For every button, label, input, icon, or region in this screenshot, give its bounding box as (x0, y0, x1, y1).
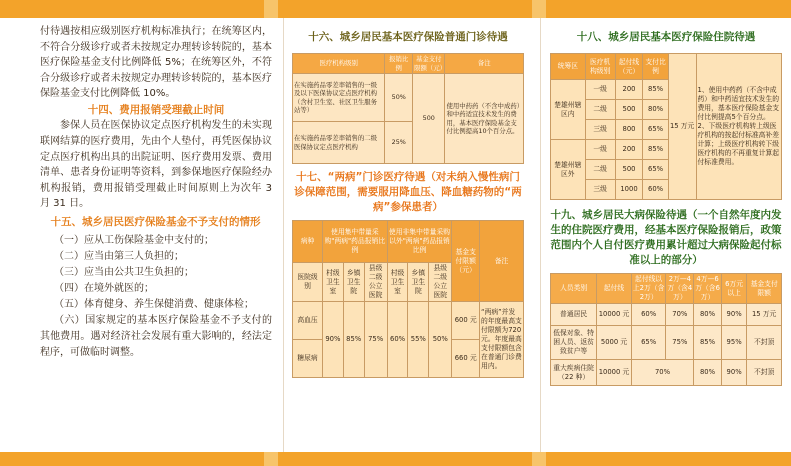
table-cell: 80% (643, 100, 668, 120)
table-cell: 县级二级公立医院 (364, 263, 387, 302)
table-cell: 60% (631, 304, 666, 326)
table-cell: 1、使用中药药（不含中成药）和中药适宜技术发生的费用，基本医疗保险基金支付比例提高5个百分点。2、下级医疗机构转上级医疗机构的按起付标准高补差计算；上级医疗机构转下级医疗机构的不再重复计算起付标准费用。 (696, 54, 782, 200)
table-cell: 楚雄州辖区外 (551, 140, 586, 200)
table-cell: 90% (323, 302, 344, 378)
table-cell: 75% (666, 326, 694, 360)
table-cell: 80% (694, 304, 722, 326)
table-cell: 乡镇卫生院 (408, 263, 429, 302)
table-cell: 1000 (615, 180, 643, 200)
table-cell: 25% (385, 122, 413, 164)
list-item: （四）在境外就医的； (54, 282, 154, 294)
table-header: 使用集中带量采购"两病"药品报销比例 (323, 221, 388, 263)
list-item: （五）体育健身、养生保健消费、健康体检； (54, 298, 254, 310)
paragraph-deadline: 参保人员在医保协议定点医疗机构发生的未实现联网结算的医疗费用，先由个人垫付，再凭医保协议定点医疗机构出具的出院证明、医疗费用发票、费用清单、患者身份证明等资料，到参保地医疗保险经办机构报销，费用报销受理截止时间原则上为次年 3 月 31 日。 (40, 120, 272, 210)
table-header: 6万元以上 (721, 274, 746, 304)
heading-section-14: 十四、费用报销受理截止时间 (87, 103, 225, 116)
band-marker (264, 0, 278, 18)
table-cell: 一级 (585, 80, 615, 100)
table-cell: 医院级别 (293, 263, 323, 302)
fold-line (283, 18, 284, 452)
table-cell: 60% (387, 302, 408, 378)
table-header: 人员类别 (551, 274, 597, 304)
table-header: 起付线（元） (615, 54, 643, 80)
table-cell: 在实施药品零差率销售的二级医保协议定点医疗机构 (293, 122, 385, 164)
heading-section-16: 十六、城乡居民基本医疗保险普通门诊待遇 (308, 31, 508, 43)
table-header: 统筹区 (551, 54, 586, 80)
table-cell: 三级 (585, 120, 615, 140)
table-cell: 50% (385, 74, 413, 122)
table-header: 起付线 (597, 274, 632, 304)
table-cell: 一级 (585, 140, 615, 160)
heading-section-15: 十五、城乡居民医疗保险基金不予支付的情形 (50, 216, 261, 229)
table-cell: 660 元 (452, 340, 480, 378)
heading-section-18: 十八、城乡居民基本医疗保险住院待遇 (576, 31, 756, 43)
fold-line (540, 18, 541, 452)
table-cell: 村级卫生室 (323, 263, 344, 302)
table-cell: 800 (615, 120, 643, 140)
table-cell: 普通居民 (551, 304, 597, 326)
table-cell: 村级卫生室 (387, 263, 408, 302)
bottom-color-band (0, 452, 791, 466)
table-header: 基金支付限额 (747, 274, 782, 304)
table-header: 报销比例 (385, 54, 413, 74)
table-cell: 500 (413, 74, 445, 164)
table-cell: 80% (694, 360, 722, 386)
table-cell: 200 (615, 140, 643, 160)
band-marker (532, 0, 546, 18)
table-cell: 10000 元 (597, 304, 632, 326)
table-cell: 糖尿病 (293, 340, 323, 378)
table-cell: 重大疾病住院（22 种） (551, 360, 597, 386)
table-header: 基金支付限额（元） (414, 55, 447, 72)
table-header: 起付线以上2万（含2万） (631, 274, 666, 304)
table-cell: 90% (721, 304, 746, 326)
table-cell: 75% (364, 302, 387, 378)
table-cell: 70% (631, 360, 693, 386)
table-cell: 三级 (585, 180, 615, 200)
right-column (550, 24, 782, 446)
table-cell: 15 万元 (747, 304, 782, 326)
left-column (40, 24, 272, 446)
table-cell: 15 万元 (668, 54, 696, 200)
table-header: 病种 (293, 221, 323, 263)
table-cell: 乡镇卫生院 (343, 263, 364, 302)
table-cell: 二级 (585, 160, 615, 180)
table-header: 4万—6万（含6万） (694, 274, 722, 304)
table-cell: 500 (615, 160, 643, 180)
table-cell: 不封顶 (747, 326, 782, 360)
table-header: 备注 (445, 54, 524, 74)
paragraph-transfer-rules: 付待遇按相应级别医疗机构标准执行；在统筹区内，不符合分级诊疗或者未按规定办理转诊转院的，基本医疗保险基金支付比例降低 5%；在统筹区外，不符合分级诊疗或者未按规定办理转诊转院的，基本医疗保险基金支付比例降低 10%。 (40, 26, 272, 100)
table-cell: 200 (615, 80, 643, 100)
table-cell: 95% (721, 326, 746, 360)
table-cell: 65% (631, 326, 666, 360)
table-cell: 65% (643, 120, 668, 140)
critical-illness-table (550, 273, 782, 386)
table-cell: 85% (343, 302, 364, 378)
table-cell: 60% (643, 180, 668, 200)
table-cell: 70% (666, 304, 694, 326)
list-item: （六）国家规定的基本医疗保险基金不予支付的其他费用。遇对经济社会发展有重大影响的，经法定程序，可做临时调整。 (40, 314, 272, 358)
heading-section-19: 十九、城乡居民大病保险待遇（一个自然年度内发生的住院医疗费用，经基本医疗保险报销后，政策范围内个人自付医疗费用累计超过大病保险起付标准以上的部分） (550, 209, 782, 266)
band-marker (264, 452, 278, 466)
table-cell: 65% (643, 160, 668, 180)
table-cell: 县级二级公立医院 (429, 263, 452, 302)
table-cell: 二级 (585, 100, 615, 120)
table-cell: 90% (721, 360, 746, 386)
band-marker (532, 452, 546, 466)
table-cell: 500 (615, 100, 643, 120)
list-item: （一）应从工伤保险基金中支付的； (54, 234, 214, 246)
table-cell: 不封顶 (747, 360, 782, 386)
list-item: （二）应当由第三人负担的； (54, 250, 184, 262)
table-cell: 使用中药药（不含中成药）和中药适宜技术发生的费用，基本医疗保险基金支付比例提高10个百分点。 (445, 74, 524, 164)
table-cell: “两病”并发的年度最高支付限额为720元。年度最高支付限额包含在普通门诊费用内。 (480, 302, 524, 378)
table-cell: 85% (643, 80, 668, 100)
top-color-band (0, 0, 791, 18)
table-header: 使用非集中带量采购以外"两病"药品报销比例 (387, 221, 452, 263)
table-cell: 55% (408, 302, 429, 378)
table-cell: 85% (643, 140, 668, 160)
heading-section-17: 十七、“两病”门诊医疗待遇（对未纳入慢性病门诊保障范围，需要服用降血压、降血糖药物的“两病”参保患者） (294, 171, 522, 213)
outpatient-table (292, 53, 524, 164)
list-item: （三）应当由公共卫生负担的； (54, 266, 194, 278)
table-cell: 高血压 (293, 302, 323, 340)
table-header: 备注 (480, 221, 524, 302)
table-cell: 5000 元 (597, 326, 632, 360)
middle-column (292, 24, 524, 446)
table-cell: 在实施药品零差率销售的一级及以下医保协议定点医疗机构（含村卫生室、社区卫生服务站等） (293, 74, 385, 122)
table-cell: 10000 元 (597, 360, 632, 386)
table-cell: 低保对象、特困人员、返贫致贫户等 (551, 326, 597, 360)
two-diseases-table (292, 220, 524, 378)
table-cell: 50% (429, 302, 452, 378)
table-header: 支付比例 (643, 54, 668, 80)
table-header: 医疗机构级别 (293, 54, 385, 74)
table-cell: 600 元 (452, 302, 480, 340)
inpatient-table (550, 53, 782, 200)
table-cell: 85% (694, 326, 722, 360)
table-header: 2万—4万（含4万） (666, 274, 694, 304)
table-header: 医疗机构级别 (585, 54, 615, 80)
table-cell: 楚雄州辖区内 (551, 80, 586, 140)
table-header: 基金支付限额（元） (452, 221, 480, 302)
